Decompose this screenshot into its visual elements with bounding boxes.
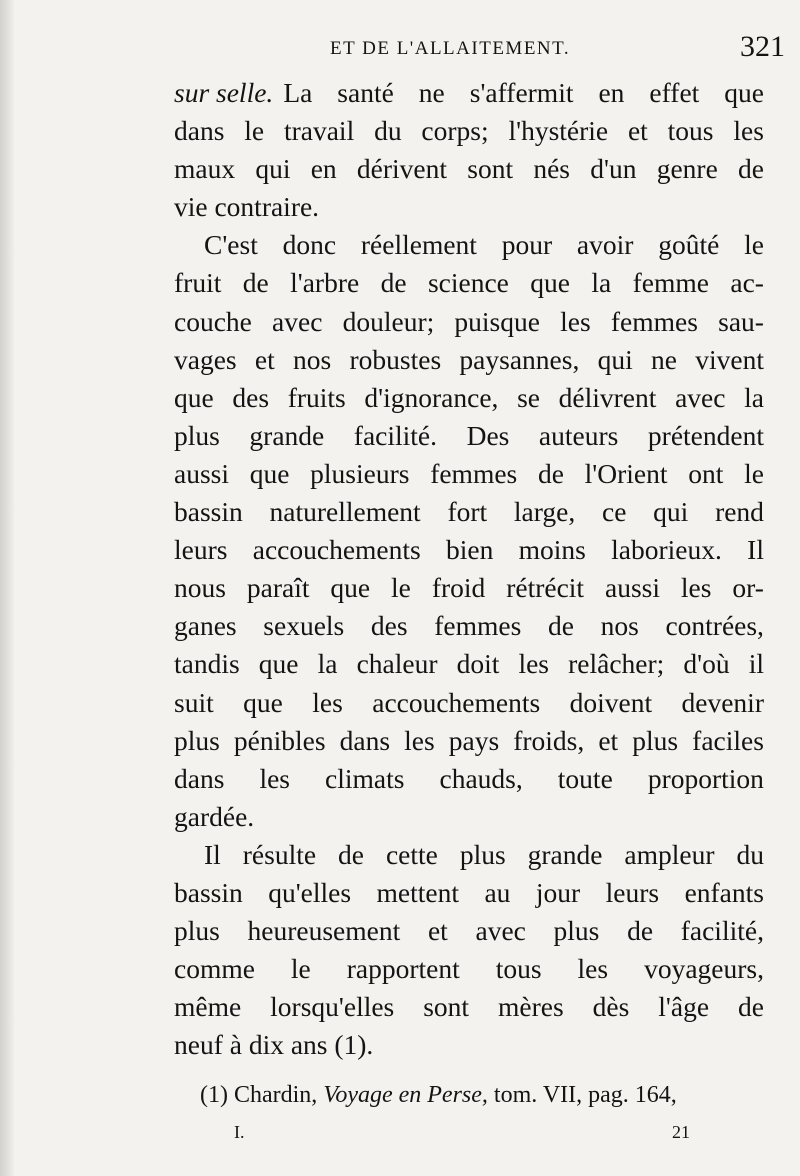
- text-line: Il résulte de cette plus grande ampleur du: [204, 838, 764, 870]
- text-line: aussi que plusieurs femmes de l'Orient ont le: [174, 457, 764, 489]
- text-line: dans les climats chauds, toute proportion: [174, 762, 764, 794]
- text-line: même lorsqu'elles sont mères dès l'âge de: [174, 991, 764, 1023]
- italic-phrase: sur selle.: [174, 77, 274, 108]
- text-line: maux qui en dérivent sont nés d'un genre de: [174, 153, 764, 185]
- text-line: couche avec douleur; puisque les femmes sau-: [174, 305, 764, 337]
- text-line: que des fruits d'ignorance, se délivrent avec la: [174, 381, 764, 413]
- text-line: dans le travail du corps; l'hystérie et tous les: [174, 115, 764, 147]
- text-line: C'est donc réellement pour avoir goûté le: [204, 229, 764, 261]
- footnote: [200, 1082, 770, 1109]
- text-line: neuf à dix ans (1).: [174, 1029, 374, 1061]
- text-line: bassin naturellement fort large, ce qui rend: [174, 496, 764, 528]
- line-wrapper: [174, 74, 273, 112]
- signature-mark-right: 21: [672, 1122, 690, 1142]
- text-line: bassin qu'elles mettent au jour leurs enfants: [174, 876, 764, 908]
- footnote-title: Voyage en Perse,: [323, 1082, 488, 1108]
- text-line: tandis que la chaleur doit les relâcher; d'où il: [174, 648, 764, 680]
- text-line: leurs accouchements bien moins laborieux. Il: [174, 534, 764, 566]
- text-line: plus pénibles dans les pays froids, et plus faciles: [174, 724, 764, 756]
- page-number: 321: [740, 30, 785, 63]
- text-line: vages et nos robustes paysannes, qui ne vivent: [174, 343, 764, 375]
- text-line: fruit de l'arbre de science que la femme ac-: [174, 267, 764, 299]
- line-rest: La santé ne s'affermit en effet que: [283, 77, 764, 108]
- footnote-author: Chardin,: [233, 1082, 318, 1108]
- text-line: vie contraire.: [174, 191, 320, 223]
- text-line: suit que les accouchements doivent devenir: [174, 686, 764, 718]
- text-line: plus heureusement et avec plus de facilité,: [174, 915, 764, 947]
- signature-mark-left: I.: [234, 1122, 245, 1142]
- footnote-marker: (1): [200, 1082, 228, 1108]
- footnote-reference: tom. VII, pag. 164,: [493, 1082, 677, 1108]
- text-line: nous paraît que le froid rétrécit aussi les or-: [174, 572, 764, 604]
- body-text: [174, 74, 764, 1064]
- text-line: [174, 74, 764, 112]
- text-line: ganes sexuels des femmes de nos contrées,: [174, 610, 764, 642]
- text-line: plus grande facilité. Des auteurs prétendent: [174, 419, 764, 451]
- page-edge-shadow: [0, 0, 14, 1176]
- text-line: comme le rapportent tous les voyageurs,: [174, 953, 764, 985]
- text-line: gardée.: [174, 800, 255, 832]
- running-head: ET DE L'ALLAITEMENT.: [330, 38, 571, 59]
